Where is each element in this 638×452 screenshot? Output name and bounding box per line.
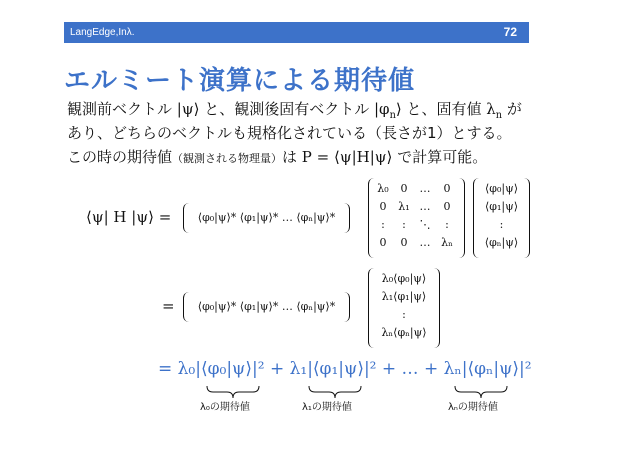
matrix-cell: λ₁ [398,200,410,213]
text-fragment: と、観測後固有ベクトル [199,100,374,118]
underbrace-1 [309,386,361,398]
text-fragment: で計算可能。 [392,148,488,166]
row-vector-entries: ⟨φ₀|ψ⟩* ⟨φ₁|ψ⟩* … ⟨φₙ|ψ⟩* [197,211,336,224]
matrix-cell: : [402,218,406,231]
underbrace-n [455,386,507,398]
text-fragment: 観測前ベクトル [67,100,177,118]
eq1-lhs: ⟨ψ| H |ψ⟩ = [86,208,172,226]
matrix-cell: 0 [379,200,387,213]
lambda-n: $\lambda_n$ [486,100,503,121]
matrix-cell: 0 [400,236,408,249]
matrix-cell: : [381,218,385,231]
label-lambda0-expectation: λ₀の期待値 [200,402,250,413]
phi-n-ket: $|\varphi_n⟩$ [374,100,402,121]
col-vector-cell: ⟨φ₁|ψ⟩ [484,200,519,213]
matrix-cell: … [419,182,431,195]
text-fragment: は [282,148,302,166]
label-lambdan-expectation: λₙの期待値 [448,402,498,413]
matrix-cell: 0 [379,236,387,249]
text-note: （観測される物理量） [172,152,283,165]
col-vector-cell: ⟨φₙ|ψ⟩ [484,236,519,249]
org-label: LangEdge,Inλ. [70,27,135,38]
row-vector-entries: ⟨φ₀|ψ⟩* ⟨φ₁|ψ⟩* … ⟨φₙ|ψ⟩* [197,300,336,313]
col-vector-cell: λₙ⟨φₙ|ψ⟩ [381,326,427,339]
text-fragment: が [502,100,522,118]
matrix-cell: 0 [400,182,408,195]
matrix-cell: ⋱ [419,218,431,231]
col-vector-cell: λ₁⟨φ₁|ψ⟩ [381,290,427,303]
matrix-cell: 0 [443,182,451,195]
matrix-cell: … [419,200,431,213]
underbrace-0 [207,386,259,398]
expectation-formula: P = ⟨ψ|H|ψ⟩ [301,148,393,166]
matrix-cell: … [419,236,431,249]
result-equation: = λ₀|⟨φ₀|ψ⟩|² + λ₁|⟨φ₁|ψ⟩|² + … + λₙ|⟨φₙ|ψ⟩|² [158,359,532,379]
col-vector-cell: λ₀⟨φ₀|ψ⟩ [381,272,427,285]
slide-title: エルミート演算による期待値 [64,66,416,96]
text-line-2: あり、どちらのベクトルも規格化されている（長さが1）とする。 [67,124,512,142]
eq2-equals: = [162,297,175,315]
matrix-cell: λₙ [441,236,453,249]
matrix-cell: 0 [443,200,451,213]
text-fragment: この時の期待値 [67,148,173,166]
text-fragment: と、固有値 [401,100,487,118]
psi-ket: |ψ⟩ [176,100,200,118]
col-vector-cell: : [402,308,406,321]
col-vector-cell: ⟨φ₀|ψ⟩ [484,182,519,195]
label-lambda1-expectation: λ₁の期待値 [302,402,352,413]
matrix-cell: λ₀ [377,182,389,195]
matrix-cell: : [445,218,449,231]
page-number: 72 [503,25,517,39]
col-vector-cell: : [499,218,504,231]
